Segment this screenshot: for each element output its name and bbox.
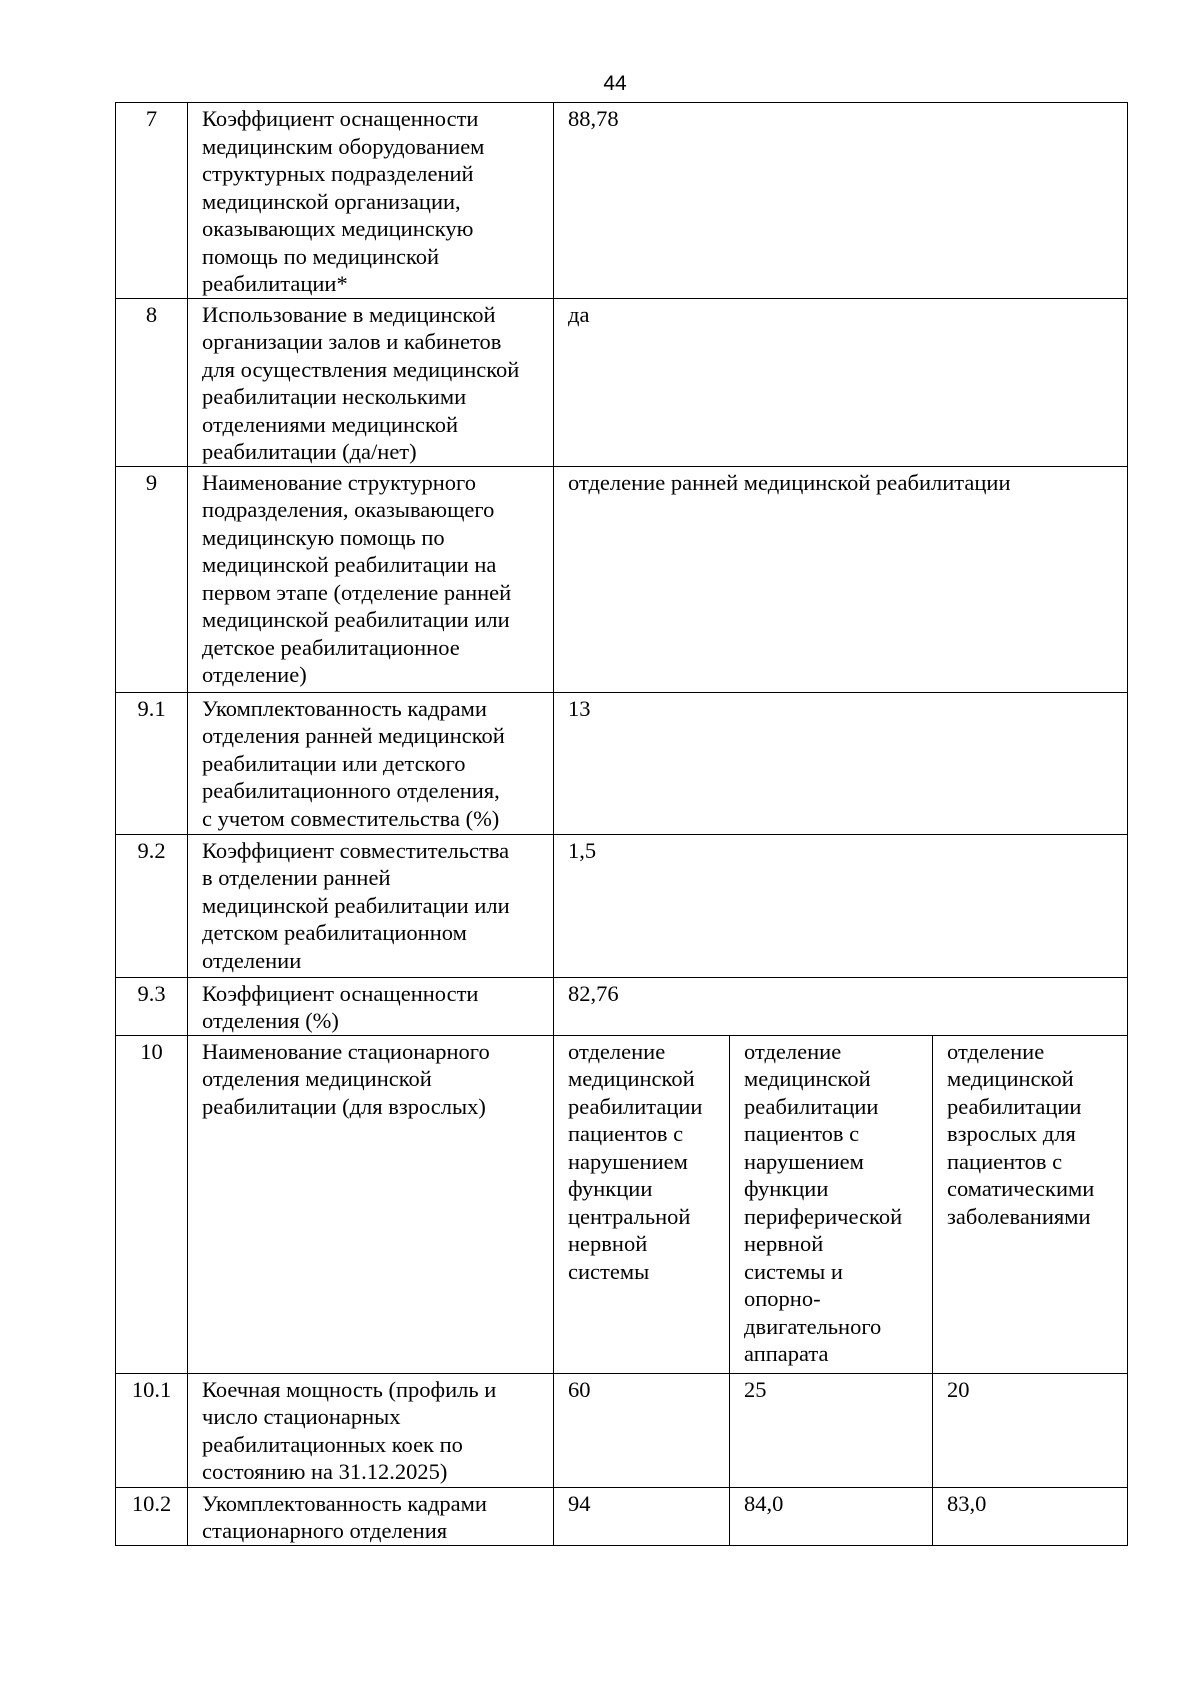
table-row (116, 103, 1128, 299)
table-row (116, 834, 1128, 977)
table-row (116, 1373, 1128, 1487)
row-number: 8 (116, 298, 188, 466)
indicator-table (115, 102, 1128, 1546)
indicator-label: Наименование структурного подразделения, оказывающего медицинскую помощь по медицинской реабилитации на первом этапе (отделение ранней медицинской реабилитации или детское реабилитационное отделение) (188, 466, 554, 692)
indicator-value: 82,76 (554, 977, 1128, 1035)
indicator-label: Использование в медицинской организации залов и кабинетов для осуществления медицинской реабилитации несколькими отделениями медицинской реабилитации (да/нет) (188, 298, 554, 466)
indicator-value: 1,5 (554, 834, 1128, 977)
table-row (116, 298, 1128, 466)
page-number: 44 (603, 72, 627, 95)
table-row (116, 692, 1128, 834)
indicator-label: Коэффициент совместительства в отделении ранней медицинской реабилитации или детском реабилитационном отделении (188, 834, 554, 977)
indicator-label: Коэффициент оснащенности отделения (%) (188, 977, 554, 1035)
department-name-somatic: отделение медицинской реабилитации взрослых для пациентов с соматическими заболеваниями (933, 1035, 1128, 1373)
row-number: 9.2 (116, 834, 188, 977)
row-number: 9.1 (116, 692, 188, 834)
indicator-value: 83,0 (933, 1487, 1128, 1545)
indicator-label: Укомплектованность кадрами стационарного отделения (188, 1487, 554, 1545)
indicator-value: 60 (554, 1373, 730, 1487)
indicator-value: отделение ранней медицинской реабилитации (554, 466, 1128, 692)
indicator-label: Наименование стационарного отделения медицинской реабилитации (для взрослых) (188, 1035, 554, 1373)
row-number: 10.2 (116, 1487, 188, 1545)
indicator-value: 13 (554, 692, 1128, 834)
row-number: 10 (116, 1035, 188, 1373)
indicator-label: Укомплектованность кадрами отделения ранней медицинской реабилитации или детского реабилитационного отделения, с учетом совместительства (%) (188, 692, 554, 834)
indicator-value: 88,78 (554, 103, 1128, 299)
indicator-label: Коечная мощность (профиль и число стационарных реабилитационных коек по состоянию на 31.12.2025) (188, 1373, 554, 1487)
indicator-value: 25 (730, 1373, 933, 1487)
indicator-value: да (554, 298, 1128, 466)
indicator-label: Коэффициент оснащенности медицинским оборудованием структурных подразделений медицинской организации, оказывающих медицинскую помощь по медицинской реабилитации* (188, 103, 554, 299)
indicator-value: 94 (554, 1487, 730, 1545)
row-number: 9.3 (116, 977, 188, 1035)
department-name-pns: отделение медицинской реабилитации пациентов с нарушением функции периферической нервной системы и опорно- двигательного аппарата (730, 1035, 933, 1373)
table-row (116, 1035, 1128, 1373)
table-row (116, 1487, 1128, 1545)
department-name-cns: отделение медицинской реабилитации пациентов с нарушением функции центральной нервной системы (554, 1035, 730, 1373)
table-row (116, 977, 1128, 1035)
indicator-value: 84,0 (730, 1487, 933, 1545)
indicator-value: 20 (933, 1373, 1128, 1487)
row-number: 7 (116, 103, 188, 299)
row-number: 10.1 (116, 1373, 188, 1487)
table-row (116, 466, 1128, 692)
row-number: 9 (116, 466, 188, 692)
